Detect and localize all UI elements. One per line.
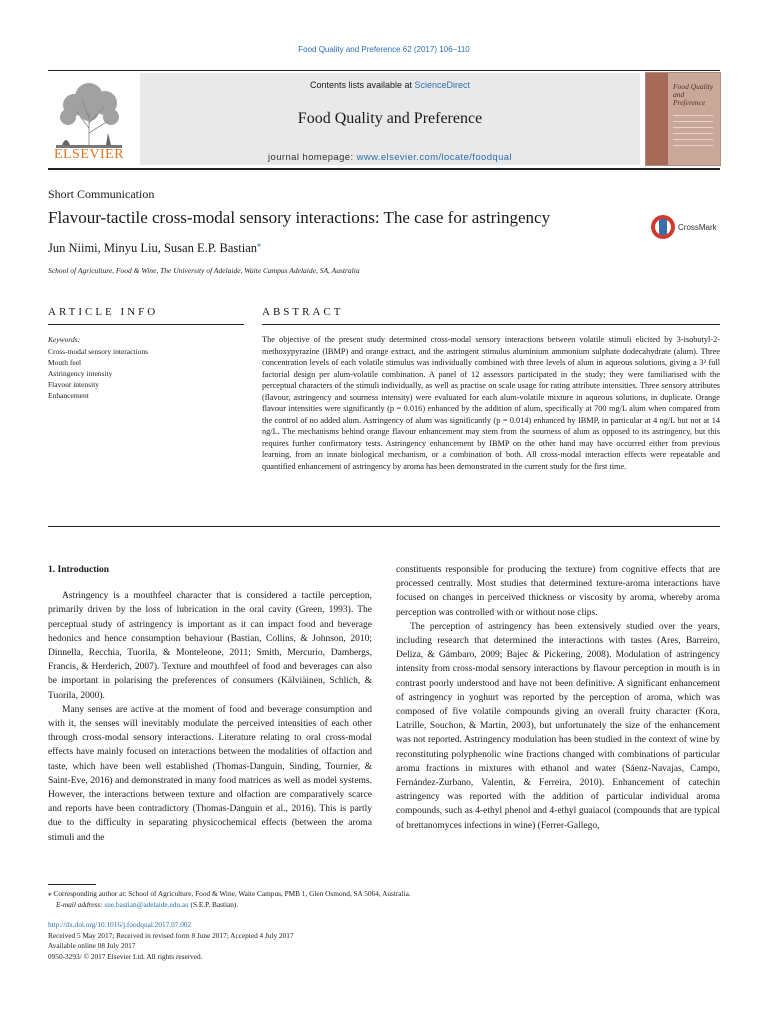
corresponding-author-note: ⁎ Corresponding author at: School of Agriculture, Food & Wine, Waite Campus, PMB 1, Glen Osmond, SA 5064, Australia. [48,889,411,898]
body-column-left [48,563,372,845]
article-type: Short Communication [48,187,155,201]
keywords-label: Keywords: [48,335,81,344]
keyword-item: Enhancement [48,391,89,400]
email-line [48,899,720,910]
contents-prefix: Contents lists available at [309,80,415,90]
body-paragraph: The perception of astringency has been extensively studied over the years, including research that determined the interactions with tastes (Ares, Barreiro, Deliza, & Gámbaro, 2009; Bajec & Pickering, 2008). Modulation of astringency intensity from cross-modal sensory interactions by flavour perception in mouth is in contrast poorly understood and have not been definitive. A significant enhancement of astringency in yoghurt was reported by the perception of aroma, which was composed of five volatile compounds giving an overall fruity character (Kora, Latrille, Souchon, & Martin, 2003), but unfortunately the size of the enhancement was not reported. Astringency modulation has been studied in the context of wine by reconstituting polyphenolic wine fractions changed with combinations of particular aroma fractions in mixtures with ethanol and water (Sáenz-Navajas, Campo, Fernández-Zurbano, Valentin, & Ferreira, 2010). Enhancement of catechin astringency was reported with the addition of particular individual aroma compounds, such as 4-ethyl phenol and 4-ethyl guaiacol (compounds that are typical of brettanomyces infections in wine) (Ferrer-Gallego, [396,621,720,831]
keyword-item: Astringency intensity [48,369,113,378]
contents-line [140,80,640,90]
introduction-heading: 1. Introduction [48,565,110,575]
authors-text[interactable]: Jun Niimi, Minyu Liu, Susan E.P. Bastian [48,241,258,256]
email-suffix: (S.E.P. Bastian). [188,900,239,909]
available-online: Available online 08 July 2017 [48,941,136,950]
crossmark-label: CrossMark [678,223,717,232]
article-footer [48,920,294,962]
body-column-right [396,563,720,833]
sciencedirect-link[interactable]: ScienceDirect [414,80,471,90]
affiliation: School of Agriculture, Food & Wine, The University of Adelaide, Waite Campus Adelaide, SA, Australia [48,266,360,275]
keyword-item: Flavour intensity [48,380,100,389]
doi-link[interactable]: http://dx.doi.org/10.1016/j.foodqual.2017.07.002 [48,920,192,929]
email-link[interactable]: sue.bastian@adelaide.edu.au [104,900,189,909]
article-info-heading: ARTICLE INFO [48,306,159,318]
abstract-bottom-rule [48,526,720,527]
footnote [48,888,720,910]
journal-title: Food Quality and Preference [297,110,483,127]
body-paragraph: Astringency is a mouthfeel character that is considered a tactile perception, primarily driven by the loss of lubrication in the oral cavity (Green, 1993). The perceptual study of astringency is important as it can impact food and beverage hedonics and hence consumption behaviour (Bastian, Collins, & Johnson, 2010; Dinnella, Recchia, Tuorila, & Monteleone, 2011; Smith, Mercurio, Dambergs, Francis, & Herderich, 2007). Texture and mouthfeel of food and beverages can also be important in polarising the preferences of consumers (Kälviäinen, Schlich, & Tuorila, 2000). [48,591,372,701]
journal-cover-thumbnail[interactable] [645,72,721,166]
keywords-list [48,346,148,401]
homepage-prefix: journal homepage: [268,152,357,163]
crossmark-icon [650,213,676,241]
keyword-item: Mouth feel [48,358,82,367]
cover-band [646,73,668,165]
corresponding-author-mark[interactable]: ⁎ [257,240,262,249]
abstract-heading: ABSTRACT [262,306,344,318]
body-paragraph: constituents responsible for producing the texture) from cognitive effects that are processed centrally. Most studies that determined texture-aroma interactions have focused on changes in perceived thickness or viscosity by aroma, whereby aroma perception was controlled with or without nose clips. [396,565,720,618]
homepage-link[interactable]: www.elsevier.com/locate/foodqual [356,152,512,163]
article-title: Flavour-tactile cross-modal sensory interactions: The case for astringency [48,208,551,227]
email-label: E-mail address: [56,900,105,909]
elsevier-wordmark[interactable]: ELSEVIER [53,147,125,162]
abstract-text: The objective of the present study determined cross-modal sensory interactions between volatile stimuli elicited by 3-isobutyl-2-methoxypyrazine (IBMP) and orange extract, and the astringent stimulus aluminium ammonium sulphate dodecahydrate (alum). Three concentration levels of each volatile stimulus was individually combined with three levels of alum in aqueous solutions, giving a 3² full factorial design per alum-volatile combination. A panel of 12 assessors participated in the study; they were familiarised with the perceptual characters of the stimuli individually, as well as practise on scale usage for rating attribute intensities. Three sensory attributes (flavour, astringency and sourness intensity) were evaluated for each alum-volatile mixture in aqueous solutions, in duplicate. Orange flavour intensities were significantly (p = 0.016) enhanced by the addition of alum, specifically at 700 mg/L alum when compared from the control of no added alum. Astringency of alum was significantly (p = 0.014) enhanced by IBMP, in particular at 4 ng/L but not at 14 ng/L. The mechanisms behind orange flavour enhancement may stem from the sourness of alum as opposed to its astringency, but this requires further confirmatory tests. Astringency enhancement by IBMP on the other hand may have occurred either from previous learning, from an innate biological mechanism, or a combination of both. All cross-modal interaction effects were repeatable and quantified enhancement of astringency by aroma has been demonstrated in the current study for the first time. [262,335,720,471]
cover-title: Food Quality and Preference [673,82,714,107]
header-top-rule [48,70,720,71]
header-bottom-rule [48,168,720,170]
body-paragraph: Many senses are active at the moment of food and beverage consumption and with it, the senses will inevitably modulate the perceived intensities of each other through cross-modal sensory interactions. Literature relating to oral cross-modal effects have mainly focused on interactions between the modalities of olfaction and taste, which have been well established (Thomas-Danguin, Sinding, Tournier, & Saint-Eve, 2016) and demonstrated in many food matrices as well as model systems. However, the interactions between texture and olfaction are comparatively scarce and reports have been contradictory (Thomas-Danguin et al., 2016). This is partly due to the difficulty in separating physicochemical effects (between the aroma stimuli and the [48,704,372,843]
footnote-rule [48,884,96,885]
abstract-rule [262,324,720,325]
copyright: 0950-3293/ © 2017 Elsevier Ltd. All rights reserved. [48,951,203,961]
received-dates: Received 5 May 2017; Received in revised form 8 June 2017; Accepted 4 July 2017 [48,930,294,940]
keyword-item: Cross-modal sensory interactions [48,347,148,356]
crossmark-badge[interactable] [650,213,722,241]
cover-lines [673,115,713,151]
journal-homepage [140,152,640,163]
author-list [48,240,261,256]
journal-reference[interactable]: Food Quality and Preference 62 (2017) 106–110 [298,45,470,54]
article-info-rule [48,324,244,325]
